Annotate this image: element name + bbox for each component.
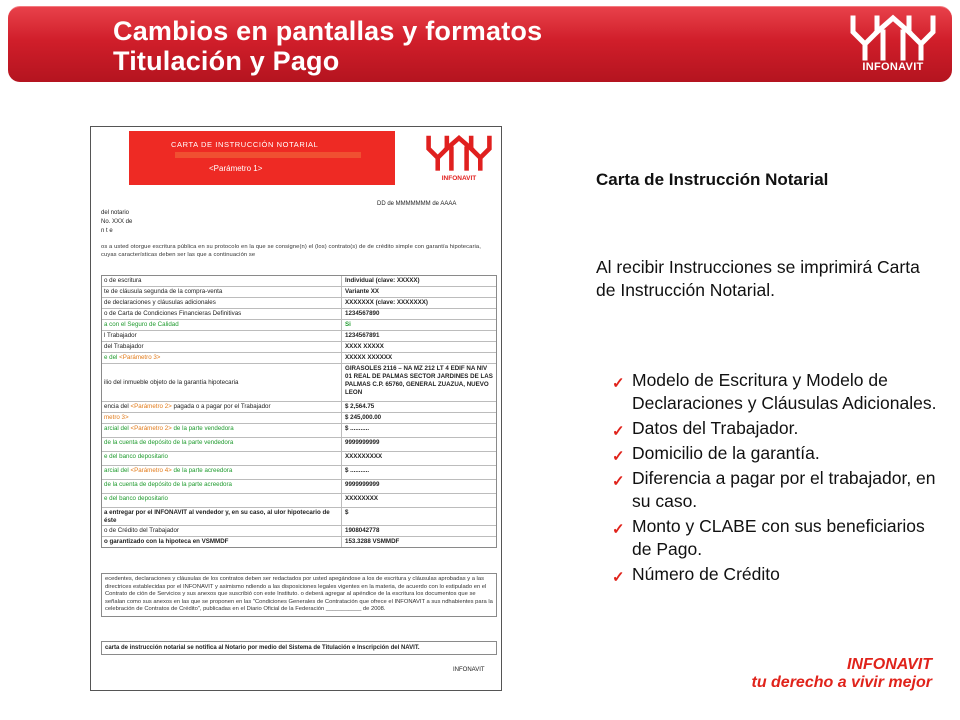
check-icon: ✓ — [612, 473, 625, 490]
check-icon: ✓ — [612, 569, 625, 586]
list-item — [612, 369, 942, 415]
row-label-part: de la parte vendedora — [171, 425, 234, 432]
row-label: l Trabajador — [102, 331, 342, 341]
document-red-banner — [129, 131, 395, 185]
row-label-part: e del — [104, 354, 120, 361]
row-label: te de cláusula segunda de la compra-venta — [102, 287, 342, 297]
row-value: XXXXXXXX — [345, 495, 379, 502]
check-icon: ✓ — [612, 423, 625, 440]
row-value: XXXXX XXXXXX — [345, 354, 393, 361]
document-logo-text: INFONAVIT — [441, 175, 477, 182]
table-row — [102, 364, 496, 402]
row-label-part: encia del — [104, 403, 131, 410]
table-row — [102, 413, 496, 424]
row-label-part: arcial del — [104, 425, 131, 432]
list-item-text: Número de Crédito — [632, 564, 780, 584]
list-item — [612, 442, 942, 465]
table-row — [102, 402, 496, 413]
list-item-text: Modelo de Escritura y Modelo de Declaraciones y Cláusulas Adicionales. — [632, 370, 937, 413]
row-value: 1908042778 — [345, 527, 380, 534]
row-label: de la cuenta de depósito de la parte vendedora — [102, 438, 342, 451]
row-value: XXXXXXXXX — [345, 453, 383, 460]
row-value: 1234567891 — [345, 332, 380, 339]
list-item — [612, 417, 942, 440]
table-row — [102, 309, 496, 320]
document-footer-note: carta de instrucción notarial se notifica al Notario por medio del Sistema de Titulación e Inscripción del NAVIT. — [101, 641, 497, 655]
title-line-1: Cambios en pantallas y formatos — [113, 16, 543, 46]
checklist — [612, 369, 942, 588]
list-item — [612, 515, 942, 561]
table-row — [102, 452, 496, 466]
address-line: No. XXX de — [101, 219, 133, 225]
table-row — [102, 424, 496, 438]
logo-text: INFONAVIT — [862, 61, 924, 73]
table-row — [102, 526, 496, 537]
table-row — [102, 342, 496, 353]
list-item-text: Datos del Trabajador. — [632, 418, 799, 438]
brand-name: INFONAVIT — [846, 656, 932, 673]
row-label: a entregar por el INFONAVIT al vendedor y, en su caso, al ulor hipotecario de éste — [102, 508, 342, 525]
row-label — [102, 466, 342, 479]
page-title — [113, 16, 542, 76]
address-line: del notario — [101, 210, 130, 216]
row-value: 9999999999 — [345, 481, 380, 488]
row-label — [102, 353, 342, 363]
row-label: ilio del inmueble objeto de la garantía hipotecaria — [102, 364, 342, 401]
table-row — [102, 320, 496, 331]
row-value: 153.3288 VSMMDF — [345, 538, 400, 545]
row-value: Variante XX — [345, 288, 380, 295]
table-row — [102, 466, 496, 480]
table-row — [102, 537, 496, 547]
document-red-param: <Parámetro 1> — [209, 164, 263, 173]
row-label: a con el Seguro de Calidad — [102, 320, 342, 330]
row-value: XXXXXXX (clave: XXXXXXX) — [345, 299, 428, 306]
row-label-param: <Parámetro 4> — [130, 467, 172, 474]
row-label: o garantizado con la hipoteca en VSMMDF — [102, 537, 342, 547]
table-row — [102, 353, 496, 364]
table-row — [102, 508, 496, 526]
row-label: e del banco depositario — [102, 494, 342, 507]
document-date: DD de MMMMMMM de AAAA — [377, 201, 457, 207]
row-label — [102, 424, 342, 437]
brand-slogan: tu derecho a vivir mejor — [751, 674, 932, 691]
row-value: $ 245,000.00 — [345, 414, 382, 421]
row-value: $ ........... — [345, 425, 370, 432]
document-address — [101, 209, 132, 236]
row-value: Si — [345, 321, 351, 328]
row-label: e del banco depositario — [102, 452, 342, 465]
row-label-param: <Parámetro 2> — [130, 425, 172, 432]
footer-brand — [700, 656, 932, 692]
row-value: $ 2,564.75 — [345, 403, 375, 410]
row-value: XXXX XXXXX — [345, 343, 384, 350]
check-icon: ✓ — [612, 448, 625, 465]
row-label: o de Carta de Condiciones Financieras Definitivas — [102, 309, 342, 319]
table-row — [102, 276, 496, 287]
document-paragraph: os a usted otorgue escritura pública en su protocolo en la que se consigne(n) el (los) contrato(s) de de crédito simple con garantía hipotecaria, cuyas características deben ser las que a continuación se — [101, 244, 481, 258]
row-label-part: pagada o a pagar por el Trabajador — [171, 403, 271, 410]
row-label: o de Crédito del Trabajador — [102, 526, 342, 536]
row-label-param: <Parámetro 3> — [119, 354, 161, 361]
row-value: $ — [345, 509, 349, 516]
row-value: 1234567890 — [345, 310, 380, 317]
list-item — [612, 563, 942, 586]
list-item-text: Monto y CLABE con sus beneficiarios de Pago. — [632, 516, 925, 559]
row-label: o de escritura — [102, 276, 342, 286]
row-label-param: <Parámetro 2> — [130, 403, 172, 410]
row-label: metro 3> — [102, 413, 342, 423]
row-value: Individual (clave: XXXXX) — [345, 277, 420, 284]
row-label-part: arcial del — [104, 467, 131, 474]
list-item-text: Diferencia a pagar por el trabajador, en su caso. — [632, 468, 936, 511]
document-red-title: CARTA DE INSTRUCCIÓN NOTARIAL — [171, 140, 319, 149]
list-item-text: Domicilio de la garantía. — [632, 443, 820, 463]
table-row — [102, 494, 496, 508]
document-footer-brand: INFONAVIT — [453, 667, 485, 673]
document-table — [101, 275, 497, 548]
row-label — [102, 402, 342, 412]
title-line-2: Titulación y Pago — [113, 46, 340, 76]
row-label: de la cuenta de depósito de la parte acreedora — [102, 480, 342, 493]
document-red-blur — [175, 152, 361, 158]
section-heading: Carta de Instrucción Notarial — [596, 170, 829, 189]
table-row — [102, 331, 496, 342]
row-label-part: de la parte acreedora — [171, 467, 233, 474]
row-value: 9999999999 — [345, 439, 380, 446]
row-value: GIRASOLES 2116 – NA MZ 212 LT 4 EDIF NA NIV 01 REAL DE PALMAS SECTOR JARDINES DE LAS PALMAS C.P. 65760, GENERAL ZUAZUA, NUEVO LEON — [345, 365, 493, 396]
document-notes: ecedentes, declaraciones y cláusulas de los contratos deben ser redactados por usted apegándose a los de escritura y cláusulas aprobadas y a las directrices establecidas por el INFONAVIT y asimismo ndiendo a las disposiciones legales vigentes en la materia, de acuerdo con lo estipulado en el Contrato de ción de Servicios y sus anexos que suscribió con este Instituto. o deberá agregar al apéndice de la escritura los documentos que se señalan como sus anexos en las que se proponen en las "Condiciones Generales de Contratación que ofrece el INFONAVIT a sus ndhabientes para la celebración de Contratos de Crédito", publicadas en el Diario Oficial de la Federación ___________ de 2008. — [101, 573, 497, 617]
row-label: de declaraciones y cláusulas adicionales — [102, 298, 342, 308]
check-icon: ✓ — [612, 375, 625, 392]
address-line: n t e — [101, 228, 113, 234]
table-row — [102, 298, 496, 309]
table-row — [102, 480, 496, 494]
row-label: del Trabajador — [102, 342, 342, 352]
table-row — [102, 287, 496, 298]
list-item — [612, 467, 942, 513]
table-row — [102, 438, 496, 452]
row-value: $ ........... — [345, 467, 370, 474]
intro-text: Al recibir Instrucciones se imprimirá Carta de Instrucción Notarial. — [596, 257, 920, 300]
document-preview — [90, 126, 502, 691]
check-icon: ✓ — [612, 521, 625, 538]
